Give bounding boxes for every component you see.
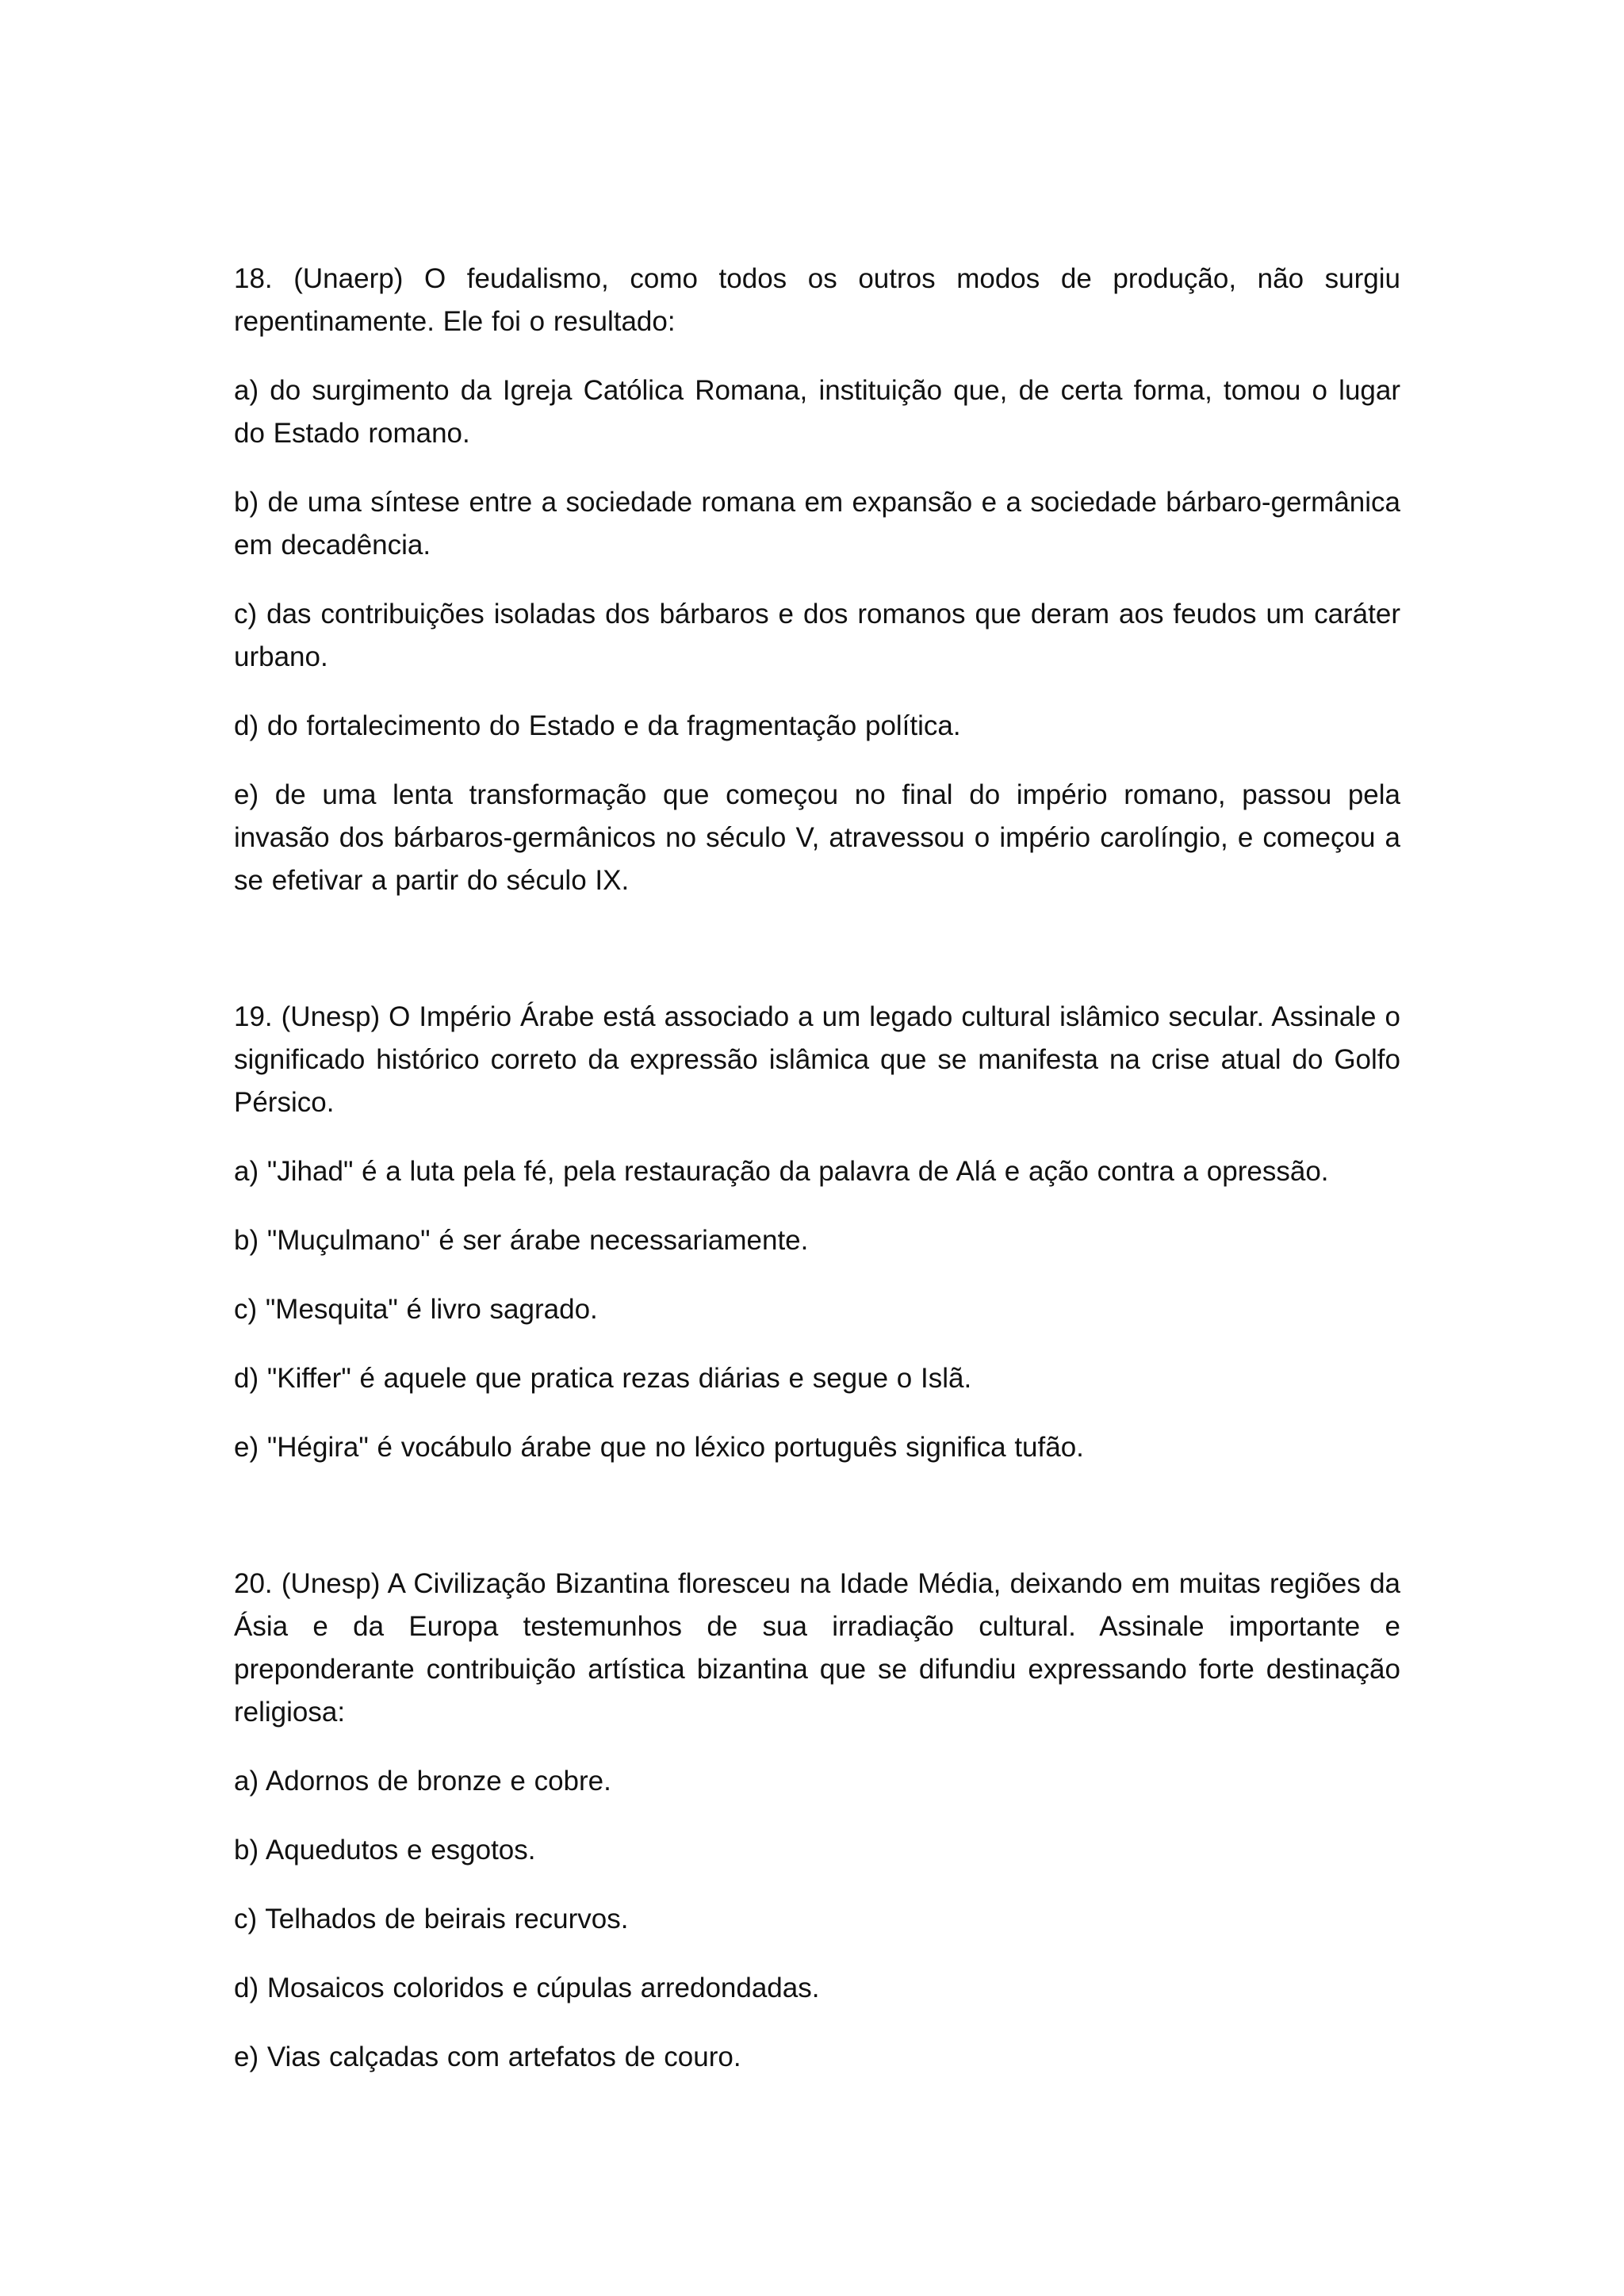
answer-option-c: c) "Mesquita" é livro sagrado. <box>234 1294 598 1325</box>
question-stem: 20. (Unesp) A Civilização Bizantina floresceu na Idade Média, deixando em muitas regiões da Ásia e da Europa testemunhos de sua irradiação cultural. Assinale importante e preponderante contribuição artística bizantina que se difundiu expressando forte destinação religiosa: <box>234 1568 1400 1728</box>
answer-option-b: b) Aquedutos e esgotos. <box>234 1835 536 1866</box>
answer-option-c: c) das contribuições isoladas dos bárbaros e dos romanos que deram aos feudos um caráter urbano. <box>234 599 1400 672</box>
answer-option-a: a) "Jihad" é a luta pela fé, pela restauração da palavra de Alá e ação contra a opressão. <box>234 1156 1329 1187</box>
answer-option-e: e) Vias calçadas com artefatos de couro. <box>234 2042 741 2072</box>
answer-option-e: e) de uma lenta transformação que começou no final do império romano, passou pela invasão dos bárbaros-germânicos no século V, atravessou o império carolíngio, e começou a se efetivar a partir do século IX. <box>234 779 1400 896</box>
answer-option-d: d) Mosaicos coloridos e cúpulas arredondadas. <box>234 1973 820 2003</box>
answer-option-d: d) do fortalecimento do Estado e da fragmentação política. <box>234 710 961 741</box>
question-list <box>234 258 1400 2079</box>
answer-option-b: b) de uma síntese entre a sociedade romana em expansão e a sociedade bárbaro-germânica em decadência. <box>234 487 1400 561</box>
answer-option-b: b) "Muçulmano" é ser árabe necessariamente. <box>234 1225 809 1256</box>
answer-option-a: a) Adornos de bronze e cobre. <box>234 1766 611 1797</box>
question-stem: 18. (Unaerp) O feudalismo, como todos os outros modos de produção, não surgiu repentinamente. Ele foi o resultado: <box>234 263 1400 337</box>
answer-option-a: a) do surgimento da Igreja Católica Romana, instituição que, de certa forma, tomou o lugar do Estado romano. <box>234 375 1400 449</box>
question-19 <box>234 996 1400 1469</box>
answer-option-c: c) Telhados de beirais recurvos. <box>234 1904 629 1934</box>
question-20 <box>234 1563 1400 2079</box>
answer-option-e: e) "Hégira" é vocábulo árabe que no léxico português significa tufão. <box>234 1432 1084 1463</box>
question-stem: 19. (Unesp) O Império Árabe está associado a um legado cultural islâmico secular. Assinale o significado histórico correto da expressão islâmica que se manifesta na crise atual do Golfo Pérsico. <box>234 1001 1400 1118</box>
answer-option-d: d) "Kiffer" é aquele que pratica rezas diárias e segue o Islã. <box>234 1363 972 1394</box>
question-18 <box>234 258 1400 902</box>
